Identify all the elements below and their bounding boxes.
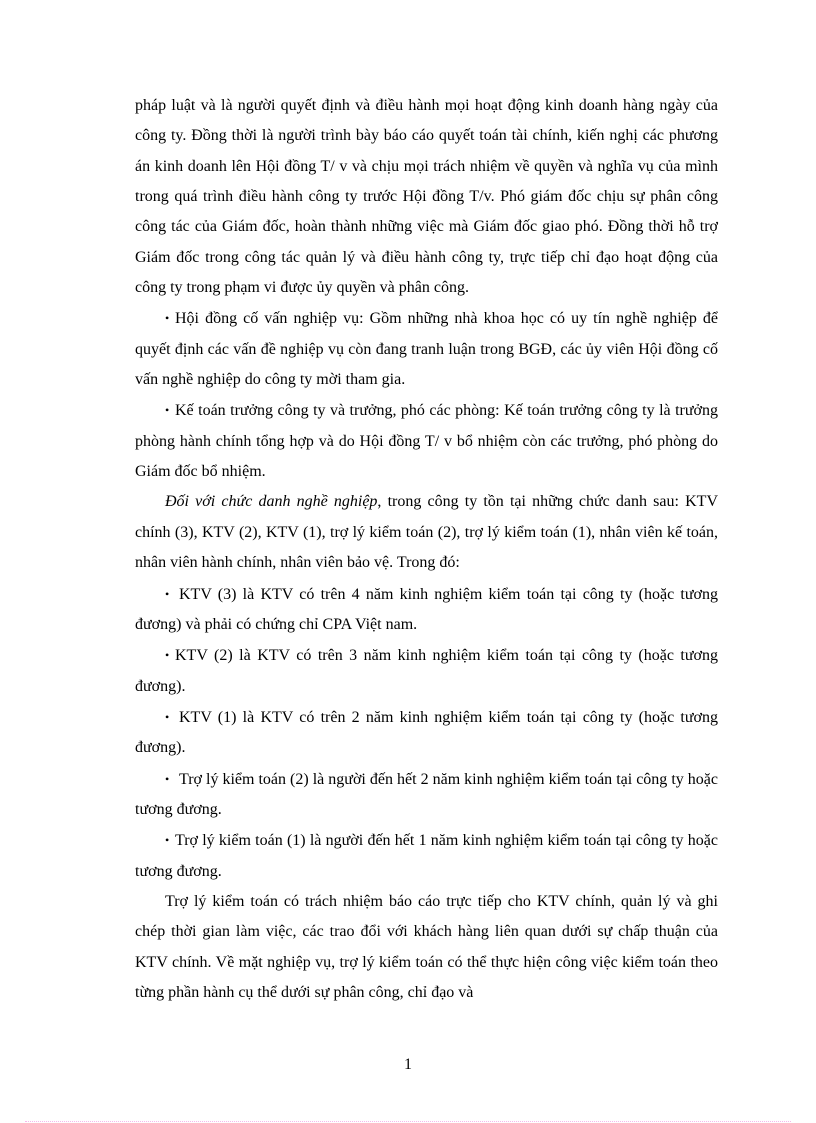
bullet-text: Kế toán trưởng công ty và trưởng, phó các phòng: Kế toán trưởng công ty là trưởng phòng hành chính tổng hợp và do Hội đồng T/ v bổ nhiệm còn các trưởng, phó phòng do Giám đốc bổ nhiệm. [135,402,718,481]
bullet-advisory-council [135,303,718,395]
bullet-assistant-1 [135,825,718,887]
bullet-icon: • [165,403,170,418]
page-number: 1 [404,1056,412,1073]
paragraph-director-duties [135,91,718,303]
bullet-text: KTV (2) là KTV có trên 3 năm kinh nghiệm kiểm toán tại công ty (hoặc tương đương). [135,647,718,695]
bullet-text: Trợ lý kiểm toán (1) là người đến hết 1 năm kinh nghiệm kiểm toán tại công ty hoặc tương đương. [135,832,718,880]
paragraph-text: , trong công ty tồn tại những chức danh sau: KTV chính (3), KTV (2), KTV (1), trợ lý kiểm toán (2), trợ lý kiểm toán (1), nhân viên kế toán, nhân viên hành chính, nhân viên bảo vệ. Trong đó: [135,493,718,572]
bullet-icon: • [165,311,170,326]
paragraph-assistant-responsibilities [135,887,718,1008]
paragraph-text: Trợ lý kiểm toán có trách nhiệm báo cáo trực tiếp cho KTV chính, quản lý và ghi chép thời gian làm việc, các trao đổi với khách hàng liên quan dưới sự chấp thuận của KTV chính. Về mặt nghiệp vụ, trợ lý kiểm toán có thể thực hiện công việc kiểm toán theo từng phần hành cụ thể dưới sự phân công, chỉ đạo và [135,892,718,1001]
bullet-icon: • [165,648,170,663]
italic-lead-phrase: Đối với chức danh nghề nghiệp [165,493,378,511]
bullet-icon: • [165,833,170,848]
bullet-text: Trợ lý kiểm toán (2) là người đến hết 2 năm kinh nghiệm kiểm toán tại công ty hoặc tương đương. [135,770,718,818]
bullet-icon: • [165,586,170,601]
document-body [135,91,718,1008]
bullet-ktv-1 [135,702,718,764]
bullet-icon: • [165,709,170,724]
bullet-icon: • [165,771,170,786]
bullet-ktv-3 [135,579,718,641]
bullet-ktv-2 [135,640,718,702]
bullet-chief-accountant [135,395,718,487]
bullet-text: Hội đồng cố vấn nghiệp vụ: Gồm những nhà khoa học có uy tín nghề nghiệp để quyết định các vấn đề nghiệp vụ còn đang tranh luận trong BGĐ, các ủy viên Hội đồng cố vấn nghề nghiệp do công ty mời tham gia. [135,310,718,389]
bullet-text: KTV (3) là KTV có trên 4 năm kinh nghiệm kiểm toán tại công ty (hoặc tương đương) và phải có chứng chỉ CPA Việt nam. [135,585,718,633]
paragraph-text: pháp luật và là người quyết định và điều hành mọi hoạt động kinh doanh hàng ngày của công ty. Đồng thời là người trình bày báo cáo quyết toán tài chính, kiến nghị các phương án kinh doanh lên Hội đồng T/ v và chịu mọi trách nhiệm về quyền và nghĩa vụ của mình trong quá trình điều hành công ty trước Hội đồng T/v. Phó giám đốc chịu sự phân công công tác của Giám đốc, hoàn thành những việc mà Giám đốc giao phó. Đồng thời hỗ trợ Giám đốc trong công tác quản lý và điều hành công ty, trực tiếp chỉ đạo hoạt động của công ty trong phạm vi được ủy quyền và phân công. [135,97,718,297]
page-boundary-marker [25,1121,791,1122]
paragraph-professional-titles [135,487,718,578]
bullet-assistant-2 [135,764,718,826]
bullet-text: KTV (1) là KTV có trên 2 năm kinh nghiệm kiểm toán tại công ty (hoặc tương đương). [135,708,718,757]
